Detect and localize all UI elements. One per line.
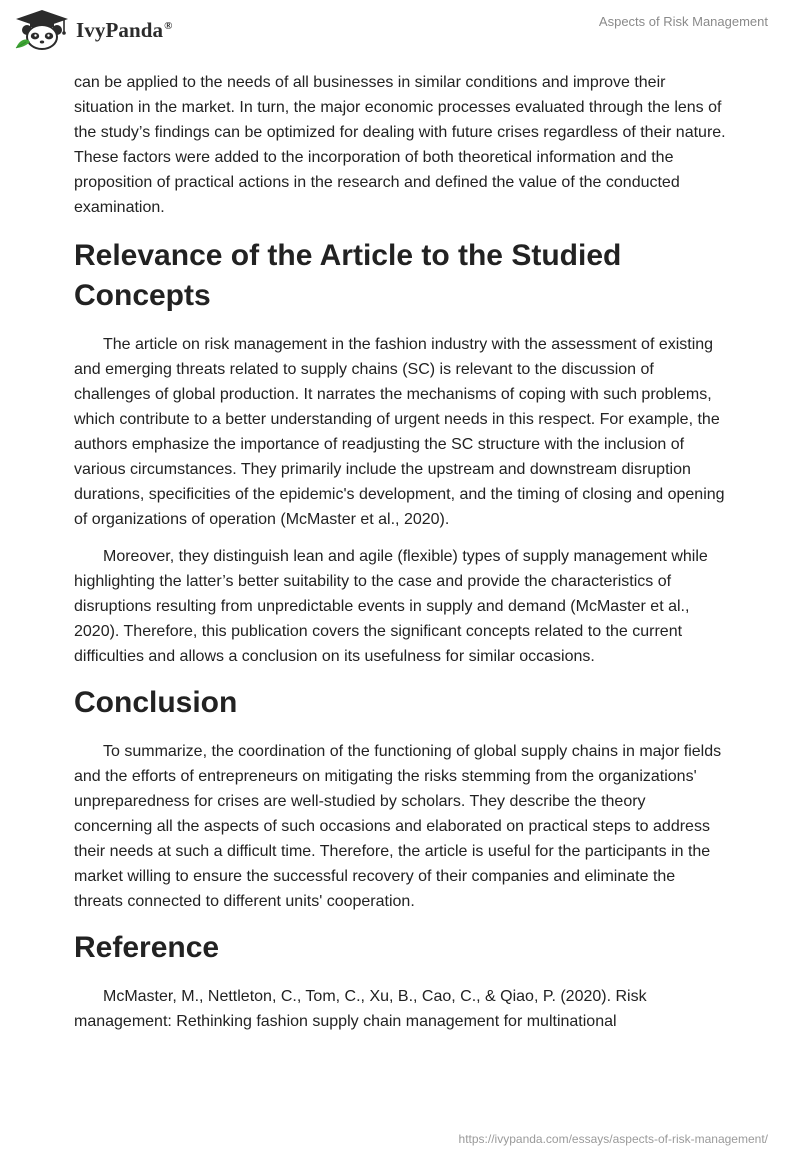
conclusion-heading: Conclusion [74, 686, 238, 719]
brand-name: IvyPanda® [76, 17, 173, 42]
footer-source-url[interactable]: https://ivypanda.com/essays/aspects-of-risk-management/ [458, 1132, 768, 1146]
relevance-heading: Relevance of the Article to the Studied Concepts [74, 239, 622, 312]
page-header [0, 0, 800, 62]
article-body [74, 70, 728, 1046]
ivypanda-logo[interactable] [14, 8, 173, 52]
reference-heading: Reference [74, 931, 220, 964]
panda-graduate-icon [14, 8, 70, 52]
conclusion-paragraph: To summarize, the coordination of the functioning of global supply chains in major fields and the efforts of entrepreneurs on mitigating the risks stemming from the organizations' unpreparedness for crises are well-studied by scholars. They describe the theory concerning all the aspects of such occasions and elaborated on practical steps to address their needs at such a difficult time. Therefore, the article is useful for the participants in the market willing to ensure the successful recovery of their companies and eliminate the threats connected to different units' cooperation. [74, 743, 722, 910]
intro-paragraph: can be applied to the needs of all businesses in similar conditions and improve their situation in the market. In turn, the major economic processes evaluated through the lens of the study’s findings can be optimized for dealing with future crises regardless of their nature. These factors were added to the incorporation of both theoretical information and the proposition of practical actions in the research and defined the value of the conducted examination. [74, 74, 726, 216]
document-title: Aspects of Risk Management [598, 14, 768, 29]
relevance-paragraph-2: Moreover, they distinguish lean and agile (flexible) types of supply management while highlighting the latter’s better suitability to the case and provide the characteristics of disruptions resulting from unpredictable events in supply and demand (McMaster et al., 2020). Therefore, this publication covers the significant concepts related to the current difficulties and allows a conclusion on its usefulness for similar occasions. [74, 548, 708, 665]
relevance-paragraph-1: The article on risk management in the fashion industry with the assessment of existing and emerging threats related to supply chains (SC) is relevant to the discussion of challenges of global production. It narrates the mechanisms of coping with such problems, which contribute to a better understanding of urgent needs in this respect. For example, the authors emphasize the importance of readjusting the SC structure with the inclusion of various circumstances. They primarily include the upstream and downstream disruption durations, specificities of the epidemic's development, and the timing of closing and opening of organizations of operation (McMaster et al., 2020). [74, 336, 725, 528]
reference-entry: McMaster, M., Nettleton, C., Tom, C., Xu, B., Cao, C., & Qiao, P. (2020). Risk management: Rethinking fashion supply chain management for multinational [74, 988, 647, 1030]
